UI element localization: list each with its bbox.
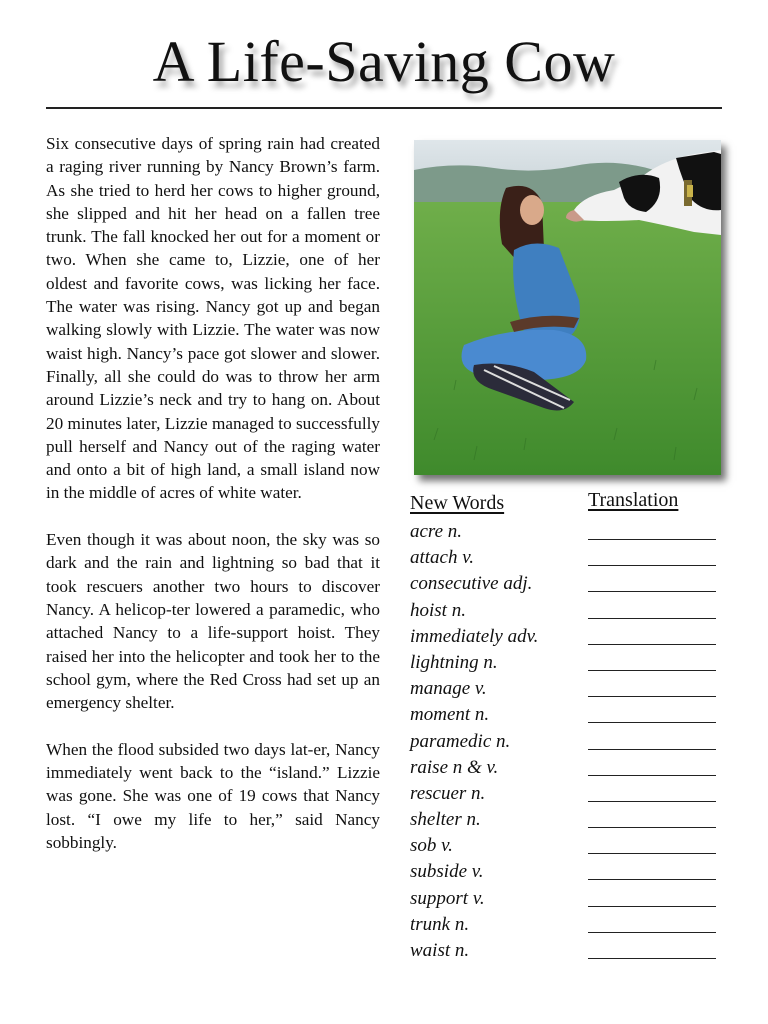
article-body xyxy=(46,132,380,878)
translation-header: Translation xyxy=(588,489,679,511)
vocab-row xyxy=(410,702,720,728)
vocab-row xyxy=(410,807,720,833)
translation-blank xyxy=(588,879,716,880)
translation-blank xyxy=(588,827,716,828)
translation-blank xyxy=(588,565,716,566)
page-title: A Life-Saving Cow xyxy=(152,29,616,94)
vocab-row xyxy=(410,624,720,650)
translation-blank xyxy=(588,958,716,959)
translation-blank xyxy=(588,801,716,802)
vocab-word: lightning n. xyxy=(410,651,498,673)
translation-blank xyxy=(588,906,716,907)
vocab-word: support v. xyxy=(410,887,485,909)
translation-blank xyxy=(588,539,716,540)
translation-blank xyxy=(588,932,716,933)
vocab-row xyxy=(410,781,720,807)
translation-blank xyxy=(588,853,716,854)
vocabulary-list xyxy=(410,519,720,964)
woman-and-cow-photo xyxy=(414,140,721,475)
vocab-row xyxy=(410,650,720,676)
vocab-word: waist n. xyxy=(410,940,470,961)
vocab-row xyxy=(410,859,720,885)
translation-blank xyxy=(588,722,716,723)
vocab-row xyxy=(410,755,720,781)
title-divider xyxy=(46,107,722,109)
vocab-word: manage v. xyxy=(410,678,487,700)
vocab-row xyxy=(410,519,720,545)
new-words-header: New Words xyxy=(410,492,505,514)
vocab-word: attach v. xyxy=(410,547,475,569)
vocab-word: consecutive adj. xyxy=(410,573,533,595)
vocab-row xyxy=(410,938,720,964)
translation-blank xyxy=(588,618,716,619)
translation-blank xyxy=(588,670,716,671)
vocab-word: subside v. xyxy=(410,861,484,883)
vocab-word: paramedic n. xyxy=(410,730,511,752)
vocab-row xyxy=(410,676,720,702)
vocab-row xyxy=(410,833,720,859)
vocab-word: shelter n. xyxy=(410,809,481,831)
translation-blank xyxy=(588,696,716,697)
article-paragraph-1: Six consecutive days of spring rain had created a raging river running by Nancy Brown’s farm. As she tried to herd her cows to higher ground, she slipped and hit her head on a fallen tree trunk. The fall knocked her out for a moment or two. When she came to, Lizzie, one of her oldest and favorite cows, was licking her face. The water was rising. Nancy got up and began walking slowly with Lizzie. The water was now waist high. Nancy’s pace got slower and slower. Finally, all she could do was to throw her arm around Lizzie’s neck and try to hang on. About 20 minutes later, Lizzie managed to successfully pull herself and Nancy out of the raging water and onto a bit of high land, a small island now in the middle of acres of white water. xyxy=(46,134,380,503)
vocab-word: raise n & v. xyxy=(410,756,499,778)
vocab-row xyxy=(410,545,720,571)
vocab-word: acre n. xyxy=(410,521,463,542)
article-paragraph-3: When the flood subsided two days lat-er, Nancy immediately went back to the “island.” Lizzie was gone. She was one of 19 cows that Nancy lost. “I owe my life to her,” said Nancy sobbingly. xyxy=(46,739,380,852)
translation-blank xyxy=(588,775,716,776)
vocab-word: rescuer n. xyxy=(410,782,486,804)
vocab-word: trunk n. xyxy=(410,913,470,935)
translation-blank xyxy=(588,644,716,645)
vocab-row xyxy=(410,598,720,624)
vocab-row xyxy=(410,886,720,912)
translation-blank xyxy=(588,749,716,750)
vocab-word: immediately adv. xyxy=(410,625,539,647)
translation-blank xyxy=(588,591,716,592)
vocab-row xyxy=(410,571,720,597)
vocab-row xyxy=(410,912,720,938)
vocab-word: moment n. xyxy=(410,704,490,726)
vocab-word: hoist n. xyxy=(410,599,466,621)
article-paragraph-2: Even though it was about noon, the sky was so dark and the rain and lightning so bad that it took rescuers another two hours to discover Nancy. A helicop-ter lowered a paramedic, who attached Nancy to a life-support hoist. They raised her into the helicopter and took her to the school gym, where the Red Cross had set up an emergency shelter. xyxy=(46,530,380,713)
vocab-word: sob v. xyxy=(410,835,453,857)
vocab-row xyxy=(410,729,720,755)
